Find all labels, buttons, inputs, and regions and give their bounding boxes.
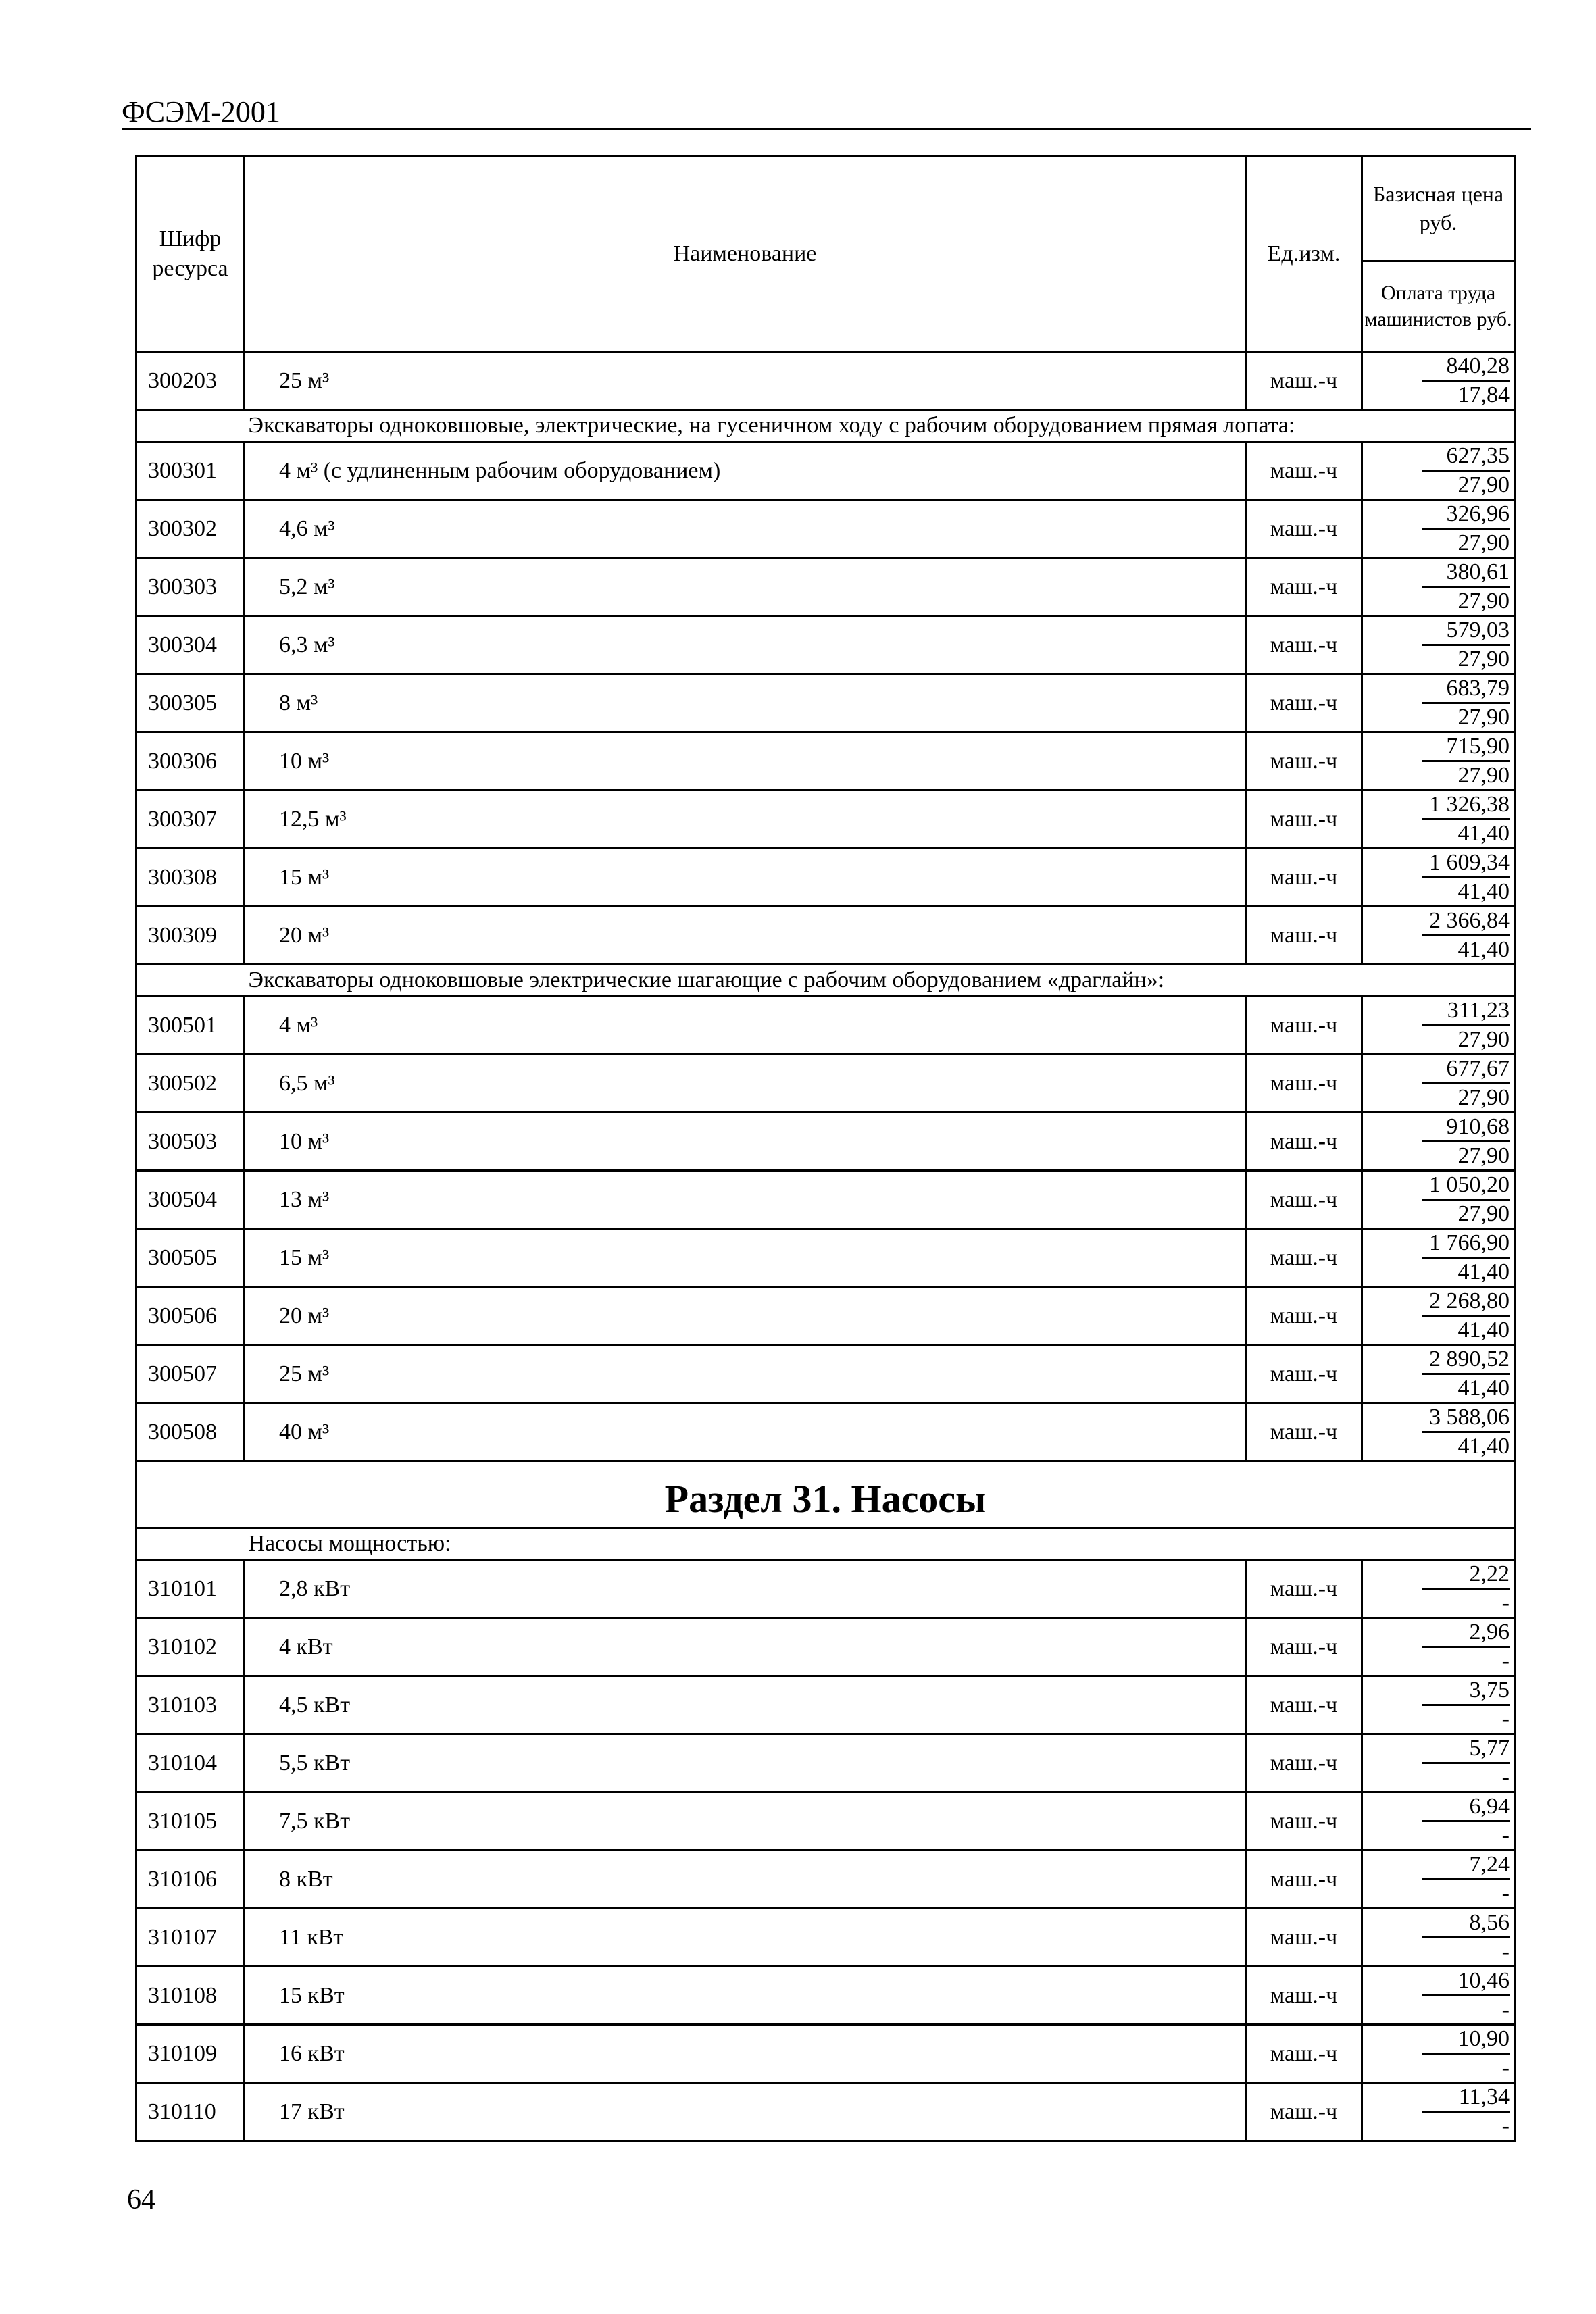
group-title: Экскаваторы одноковшовые, электрические, на гусеничном ходу с рабочим оборудованием прямая лопата: [245, 410, 1515, 442]
resource-name: 13 м³ [245, 1171, 1246, 1229]
resource-unit: маш.-ч [1246, 1055, 1362, 1113]
table-row [136, 1851, 1515, 1909]
base-price: 2 890,52 [1422, 1346, 1510, 1375]
group-row [136, 410, 1515, 442]
price-cell [1362, 500, 1515, 558]
labor-cost: 27,90 [1457, 763, 1510, 788]
resource-code: 310108 [136, 1967, 245, 2025]
resource-name: 10 м³ [245, 1113, 1246, 1171]
page-number: 64 [127, 2184, 155, 2215]
resource-name: 10 м³ [245, 732, 1246, 790]
price-cell [1362, 1967, 1515, 2025]
labor-cost: - [1501, 1707, 1510, 1732]
table-row [136, 732, 1515, 790]
table-row [136, 1618, 1515, 1676]
resource-name: 2,8 кВт [245, 1560, 1246, 1618]
column-header-unit: Ед.изм. [1246, 157, 1362, 352]
labor-cost: - [1501, 1823, 1510, 1848]
table-row [136, 2083, 1515, 2141]
table-row [136, 616, 1515, 674]
labor-cost: 27,90 [1457, 1143, 1510, 1168]
labor-cost: - [1501, 1649, 1510, 1674]
labor-cost: 27,90 [1457, 1085, 1510, 1110]
base-price: 1 609,34 [1422, 849, 1510, 878]
resource-code: 300502 [136, 1055, 245, 1113]
resource-name: 6,5 м³ [245, 1055, 1246, 1113]
labor-cost: 27,90 [1457, 705, 1510, 730]
labor-cost: - [1501, 1590, 1510, 1615]
table-row [136, 1560, 1515, 1618]
resource-code: 300309 [136, 907, 245, 965]
labor-cost: - [1501, 2055, 1510, 2080]
resource-code: 310101 [136, 1560, 245, 1618]
resource-code: 310109 [136, 2025, 245, 2083]
resource-unit: маш.-ч [1246, 500, 1362, 558]
resource-code: 300301 [136, 442, 245, 500]
column-header-name: Наименование [245, 157, 1246, 352]
resource-name: 25 м³ [245, 1345, 1246, 1403]
column-header-price: Базисная цена руб. [1362, 157, 1515, 261]
table-row [136, 558, 1515, 616]
resource-name: 16 кВт [245, 2025, 1246, 2083]
resource-unit: маш.-ч [1246, 1345, 1362, 1403]
resource-table [135, 155, 1516, 2142]
resource-unit: маш.-ч [1246, 1734, 1362, 1792]
table-row [136, 1345, 1515, 1403]
resource-unit: маш.-ч [1246, 907, 1362, 965]
resource-name: 40 м³ [245, 1403, 1246, 1461]
table-row [136, 849, 1515, 907]
base-price: 326,96 [1422, 501, 1510, 530]
resource-code: 300302 [136, 500, 245, 558]
resource-code: 310102 [136, 1618, 245, 1676]
table-row [136, 2025, 1515, 2083]
table-row [136, 1287, 1515, 1345]
price-cell [1362, 442, 1515, 500]
resource-code: 310105 [136, 1792, 245, 1851]
table-row [136, 1113, 1515, 1171]
base-price: 10,46 [1422, 1967, 1510, 1996]
column-header-labor: Оплата труда машинистов руб. [1362, 261, 1515, 351]
section-title: Раздел 31. Насосы [136, 1461, 1515, 1528]
resource-unit: маш.-ч [1246, 1560, 1362, 1618]
resource-unit: маш.-ч [1246, 732, 1362, 790]
labor-cost: 27,90 [1457, 588, 1510, 613]
resource-name: 20 м³ [245, 907, 1246, 965]
labor-cost: 41,40 [1457, 1376, 1510, 1401]
base-price: 11,34 [1422, 2084, 1510, 2113]
resource-name: 17 кВт [245, 2083, 1246, 2141]
base-price: 10,90 [1422, 2026, 1510, 2055]
price-cell [1362, 1345, 1515, 1403]
table-row [136, 442, 1515, 500]
labor-cost: - [1501, 1997, 1510, 2022]
base-price: 1 766,90 [1422, 1230, 1510, 1259]
labor-cost: 27,90 [1457, 647, 1510, 672]
price-cell [1362, 1909, 1515, 1967]
group-title: Насосы мощностью: [245, 1528, 1515, 1560]
resource-unit: маш.-ч [1246, 616, 1362, 674]
resource-unit: маш.-ч [1246, 1113, 1362, 1171]
group-spacer [136, 410, 245, 442]
table-row [136, 1734, 1515, 1792]
table-row [136, 1403, 1515, 1461]
table-row [136, 790, 1515, 849]
base-price: 677,67 [1422, 1055, 1510, 1084]
resource-code: 300501 [136, 997, 245, 1055]
resource-name: 15 м³ [245, 1229, 1246, 1287]
table-row [136, 997, 1515, 1055]
resource-code: 310104 [136, 1734, 245, 1792]
base-price: 3,75 [1422, 1677, 1510, 1706]
base-price: 311,23 [1422, 997, 1510, 1026]
section-row [136, 1461, 1515, 1528]
resource-code: 300505 [136, 1229, 245, 1287]
labor-cost: - [1501, 1881, 1510, 1906]
table-row [136, 1792, 1515, 1851]
resource-code: 300305 [136, 674, 245, 732]
table-row [136, 674, 1515, 732]
price-cell [1362, 352, 1515, 410]
resource-unit: маш.-ч [1246, 1792, 1362, 1851]
table-row [136, 1909, 1515, 1967]
price-cell [1362, 1287, 1515, 1345]
resource-name: 15 кВт [245, 1967, 1246, 2025]
base-price: 1 050,20 [1422, 1172, 1510, 1201]
price-cell [1362, 616, 1515, 674]
resource-name: 25 м³ [245, 352, 1246, 410]
resource-unit: маш.-ч [1246, 1618, 1362, 1676]
resource-name: 8 м³ [245, 674, 1246, 732]
resource-unit: маш.-ч [1246, 558, 1362, 616]
labor-cost: - [1501, 2113, 1510, 2138]
resource-code: 300308 [136, 849, 245, 907]
resource-code: 300306 [136, 732, 245, 790]
resource-unit: маш.-ч [1246, 1967, 1362, 2025]
price-cell [1362, 674, 1515, 732]
price-cell [1362, 1560, 1515, 1618]
resource-unit: маш.-ч [1246, 1403, 1362, 1461]
resource-unit: маш.-ч [1246, 1171, 1362, 1229]
base-price: 579,03 [1422, 617, 1510, 646]
resource-name: 7,5 кВт [245, 1792, 1246, 1851]
base-price: 2 366,84 [1422, 907, 1510, 936]
resource-unit: маш.-ч [1246, 849, 1362, 907]
labor-cost: - [1501, 1765, 1510, 1790]
labor-cost: 41,40 [1457, 1434, 1510, 1459]
table-row [136, 1676, 1515, 1734]
resource-unit: маш.-ч [1246, 352, 1362, 410]
resource-code: 300506 [136, 1287, 245, 1345]
base-price: 910,68 [1422, 1113, 1510, 1142]
resource-code: 310106 [136, 1851, 245, 1909]
price-cell [1362, 732, 1515, 790]
resource-name: 4,6 м³ [245, 500, 1246, 558]
base-price: 715,90 [1422, 733, 1510, 762]
resource-name: 8 кВт [245, 1851, 1246, 1909]
price-cell [1362, 1851, 1515, 1909]
resource-code: 300508 [136, 1403, 245, 1461]
resource-name: 4 м³ (с удлиненным рабочим оборудованием) [245, 442, 1246, 500]
price-cell [1362, 1676, 1515, 1734]
group-spacer [136, 965, 245, 997]
table-row [136, 1055, 1515, 1113]
price-cell [1362, 558, 1515, 616]
resource-code: 310107 [136, 1909, 245, 1967]
base-price: 8,56 [1422, 1909, 1510, 1938]
base-price: 6,94 [1422, 1793, 1510, 1822]
resource-unit: маш.-ч [1246, 1229, 1362, 1287]
group-spacer [136, 1528, 245, 1560]
base-price: 380,61 [1422, 559, 1510, 588]
resource-code: 300504 [136, 1171, 245, 1229]
base-price: 2,22 [1422, 1561, 1510, 1590]
base-price: 3 588,06 [1422, 1404, 1510, 1433]
document-header: ФСЭМ-2001 [122, 95, 280, 128]
resource-name: 5,5 кВт [245, 1734, 1246, 1792]
base-price: 1 326,38 [1422, 791, 1510, 820]
resource-unit: маш.-ч [1246, 997, 1362, 1055]
labor-cost: 17,84 [1457, 382, 1510, 407]
resource-name: 12,5 м³ [245, 790, 1246, 849]
resource-name: 20 м³ [245, 1287, 1246, 1345]
base-price: 7,24 [1422, 1851, 1510, 1880]
price-cell [1362, 2083, 1515, 2141]
resource-code: 300307 [136, 790, 245, 849]
resource-unit: маш.-ч [1246, 2025, 1362, 2083]
base-price: 2,96 [1422, 1619, 1510, 1648]
resource-unit: маш.-ч [1246, 674, 1362, 732]
column-header-code: Шифр ресурса [136, 157, 245, 352]
price-cell [1362, 1618, 1515, 1676]
price-cell [1362, 790, 1515, 849]
labor-cost: 41,40 [1457, 879, 1510, 904]
labor-cost: - [1501, 1939, 1510, 1964]
table-row [136, 500, 1515, 558]
resource-name: 4 кВт [245, 1618, 1246, 1676]
resource-code: 300507 [136, 1345, 245, 1403]
resource-unit: маш.-ч [1246, 1851, 1362, 1909]
resource-name: 11 кВт [245, 1909, 1246, 1967]
price-cell [1362, 997, 1515, 1055]
resource-code: 300303 [136, 558, 245, 616]
resource-name: 6,3 м³ [245, 616, 1246, 674]
table-row [136, 1229, 1515, 1287]
price-cell [1362, 849, 1515, 907]
resource-code: 310110 [136, 2083, 245, 2141]
resource-code: 300203 [136, 352, 245, 410]
group-row [136, 965, 1515, 997]
resource-unit: маш.-ч [1246, 2083, 1362, 2141]
base-price: 840,28 [1422, 353, 1510, 382]
price-cell [1362, 1792, 1515, 1851]
price-cell [1362, 1403, 1515, 1461]
price-cell [1362, 1734, 1515, 1792]
labor-cost: 27,90 [1457, 1201, 1510, 1226]
labor-cost: 41,40 [1457, 1259, 1510, 1284]
labor-cost: 41,40 [1457, 937, 1510, 962]
resource-code: 300503 [136, 1113, 245, 1171]
resource-code: 310103 [136, 1676, 245, 1734]
labor-cost: 41,40 [1457, 821, 1510, 846]
resource-unit: маш.-ч [1246, 1676, 1362, 1734]
table-row [136, 1967, 1515, 2025]
price-cell [1362, 1055, 1515, 1113]
group-title: Экскаваторы одноковшовые электрические шагающие с рабочим оборудованием «драглайн»: [245, 965, 1515, 997]
base-price: 627,35 [1422, 443, 1510, 472]
price-cell [1362, 1229, 1515, 1287]
resource-unit: маш.-ч [1246, 1287, 1362, 1345]
labor-cost: 27,90 [1457, 530, 1510, 555]
labor-cost: 41,40 [1457, 1317, 1510, 1342]
resource-name: 5,2 м³ [245, 558, 1246, 616]
resource-unit: маш.-ч [1246, 1909, 1362, 1967]
resource-name: 4 м³ [245, 997, 1246, 1055]
table-row [136, 352, 1515, 410]
base-price: 683,79 [1422, 675, 1510, 704]
resource-unit: маш.-ч [1246, 442, 1362, 500]
table-body [136, 352, 1515, 2141]
header-rule [122, 128, 1531, 130]
resource-name: 4,5 кВт [245, 1676, 1246, 1734]
base-price: 2 268,80 [1422, 1288, 1510, 1317]
price-cell [1362, 1171, 1515, 1229]
table-row [136, 1171, 1515, 1229]
price-cell [1362, 907, 1515, 965]
labor-cost: 27,90 [1457, 472, 1510, 497]
table-row [136, 907, 1515, 965]
price-cell [1362, 2025, 1515, 2083]
resource-code: 300304 [136, 616, 245, 674]
resource-unit: маш.-ч [1246, 790, 1362, 849]
base-price: 5,77 [1422, 1735, 1510, 1764]
price-cell [1362, 1113, 1515, 1171]
resource-name: 15 м³ [245, 849, 1246, 907]
group-row [136, 1528, 1515, 1560]
labor-cost: 27,90 [1457, 1027, 1510, 1052]
